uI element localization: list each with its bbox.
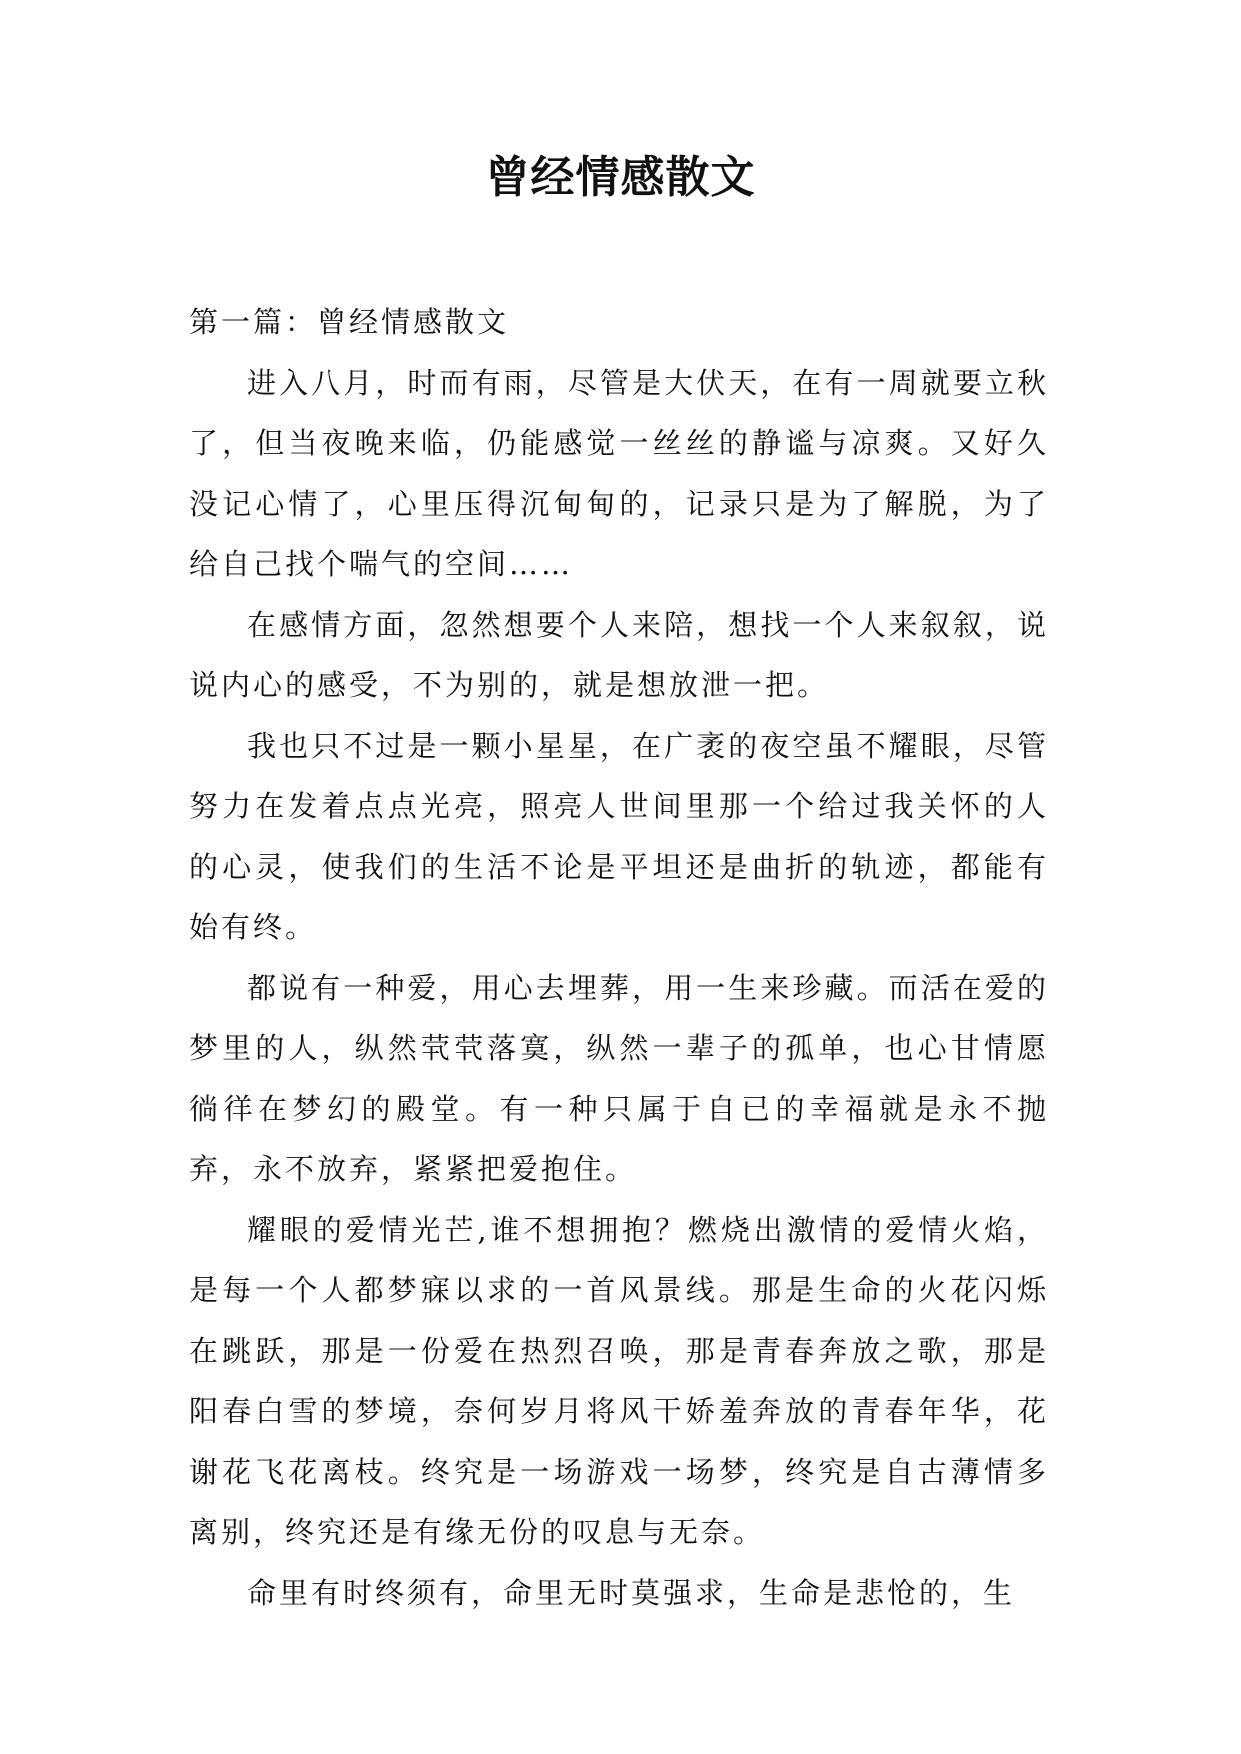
paragraph: 我也只不过是一颗小星星，在广袤的夜空虽不耀眼，尽管努力在发着点点光亮，照亮人世间里那一个给过我关怀的人的心灵，使我们的生活不论是平坦还是曲折的轨迹，都能有始有终。: [189, 728, 1049, 944]
paragraph: 命里有时终须有，命里无时莫强求，生命是悲怆的，生: [247, 1575, 1016, 1610]
paragraph: 都说有一种爱，用心去埋葬，用一生来珍藏。而活在爱的梦里的人，纵然茕茕落寞，纵然一辈子的孤单，也心甘情愿徜徉在梦幻的殿堂。有一种只属于自已的幸福就是永不抛弃，永不放弃，紧紧把爱抱住。: [189, 970, 1049, 1186]
section-heading: 第一篇：曾经情感散文: [189, 305, 510, 339]
paragraph: 在感情方面，忽然想要个人来陪，想找一个人来叙叙，说说内心的感受，不为别的，就是想放泄一把。: [189, 607, 1049, 702]
paragraph: 耀眼的爱情光芒,谁不想拥抱？燃烧出激情的爱情火焰，是每一个人都梦寐以求的一首风景线。那是生命的火花闪烁在跳跃，那是一份爱在热烈召唤，那是青春奔放之歌，那是阳春白雪的梦境，奈何岁月将风干娇羞奔放的青春年华，花谢花飞花离枝。终究是一场游戏一场梦，终究是自古薄情多离别，终究还是有缘无份的叹息与无奈。: [189, 1212, 1049, 1549]
paragraph: 进入八月，时而有雨，尽管是大伏天，在有一周就要立秋了，但当夜晚来临，仍能感觉一丝丝的静谧与凉爽。又好久没记心情了，心里压得沉甸甸的，记录只是为了解脱，为了给自己找个喘气的空间……: [189, 365, 1049, 581]
document-body: [189, 292, 1049, 1623]
document-title: 曾经情感散文: [485, 152, 756, 203]
